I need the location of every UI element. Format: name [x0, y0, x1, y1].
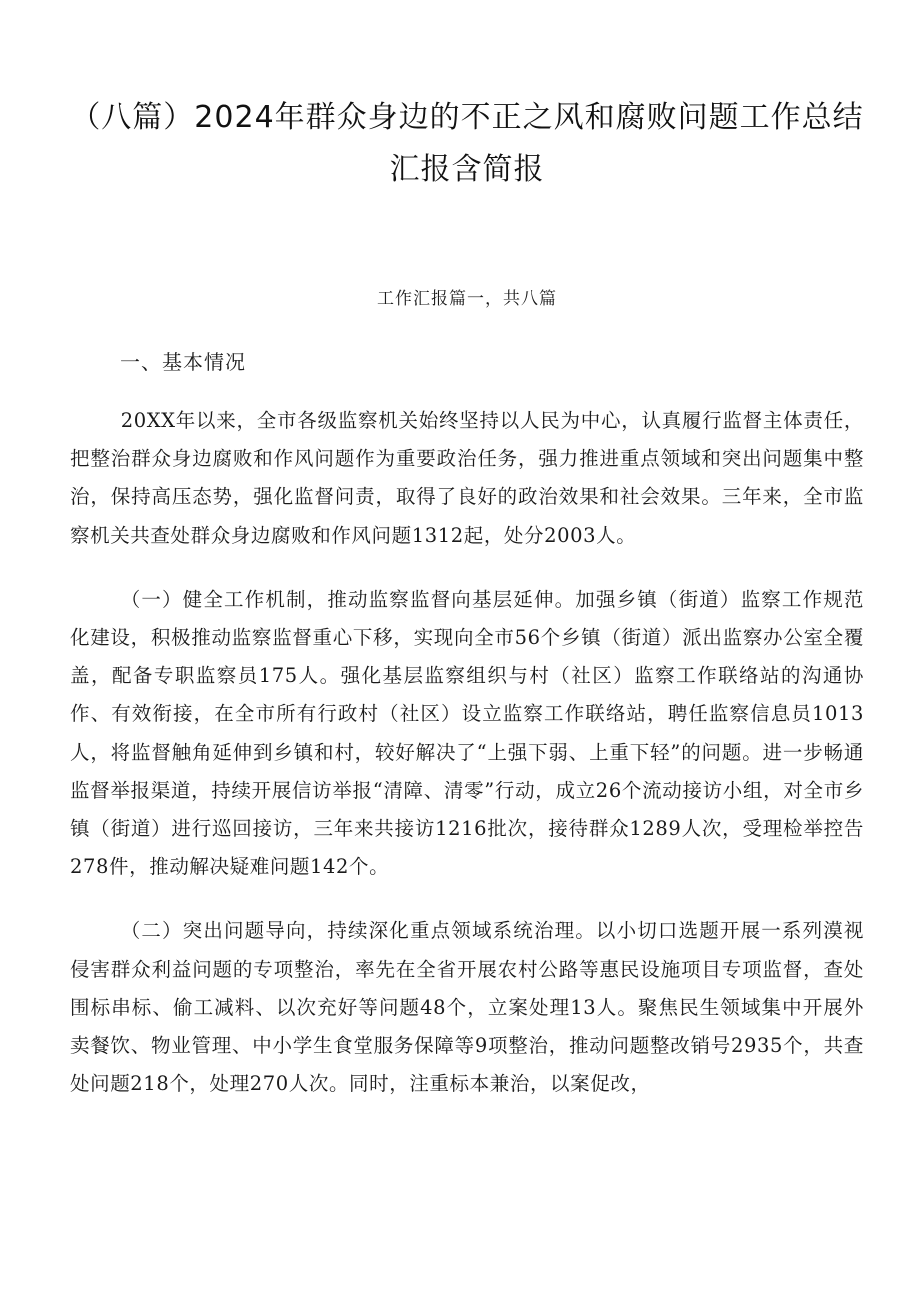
- section-heading: 工作汇报篇一，共八篇: [377, 289, 557, 309]
- paragraph-problem-orientation: （二）突出问题导向，持续深化重点领域系统治理。以小切口选题开展一系列漠视侵害群众利益问题的专项整治，率先在全省开展农村公路等惠民设施项目专项监督，查处围标串标、偷工减料、以次充好等问题48个，立案处理13人。聚焦民生领域集中开展外卖餐饮、物业管理、中小学生食堂服务保障等9项整治，推动问题整改销号2935个，共查处问题218个，处理270人次。同时，注重标本兼治，以案促改，: [70, 919, 864, 1096]
- subheading-basic-situation: 一、基本情况: [120, 350, 246, 374]
- paragraph-overview: 20XX年以来，全市各级监察机关始终坚持以人民为中心，认真履行监督主体责任，把整治群众身边腐败和作风问题作为重要政治任务，强力推进重点领域和突出问题集中整治，保持高压态势，强化监督问责，取得了良好的政治效果和社会效果。三年来，全市监察机关共查处群众身边腐败和作风问题1312起，处分2003人。: [70, 409, 864, 547]
- document-title: （八篇）2024年群众身边的不正之风和腐败问题工作总结汇报含简报: [70, 100, 864, 187]
- paragraph-work-mechanism: （一）健全工作机制，推动监察监督向基层延伸。加强乡镇（街道）监察工作规范化建设，积极推动监察监督重心下移，实现向全市56个乡镇（街道）派出监察办公室全覆盖，配备专职监察员175人。强化基层监察组织与村（社区）监察工作联络站的沟通协作、有效衔接，在全市所有行政村（社区）设立监察工作联络站，聘任监察信息员1013人，将监督触角延伸到乡镇和村，较好解决了“上强下弱、上重下轻”的问题。进一步畅通监督举报渠道，持续开展信访举报“清障、清零”行动，成立26个流动接访小组，对全市乡镇（街道）进行巡回接访，三年来共接访1216批次，接待群众1289人次，受理检举控告278件，推动解决疑难问题142个。: [70, 587, 864, 879]
